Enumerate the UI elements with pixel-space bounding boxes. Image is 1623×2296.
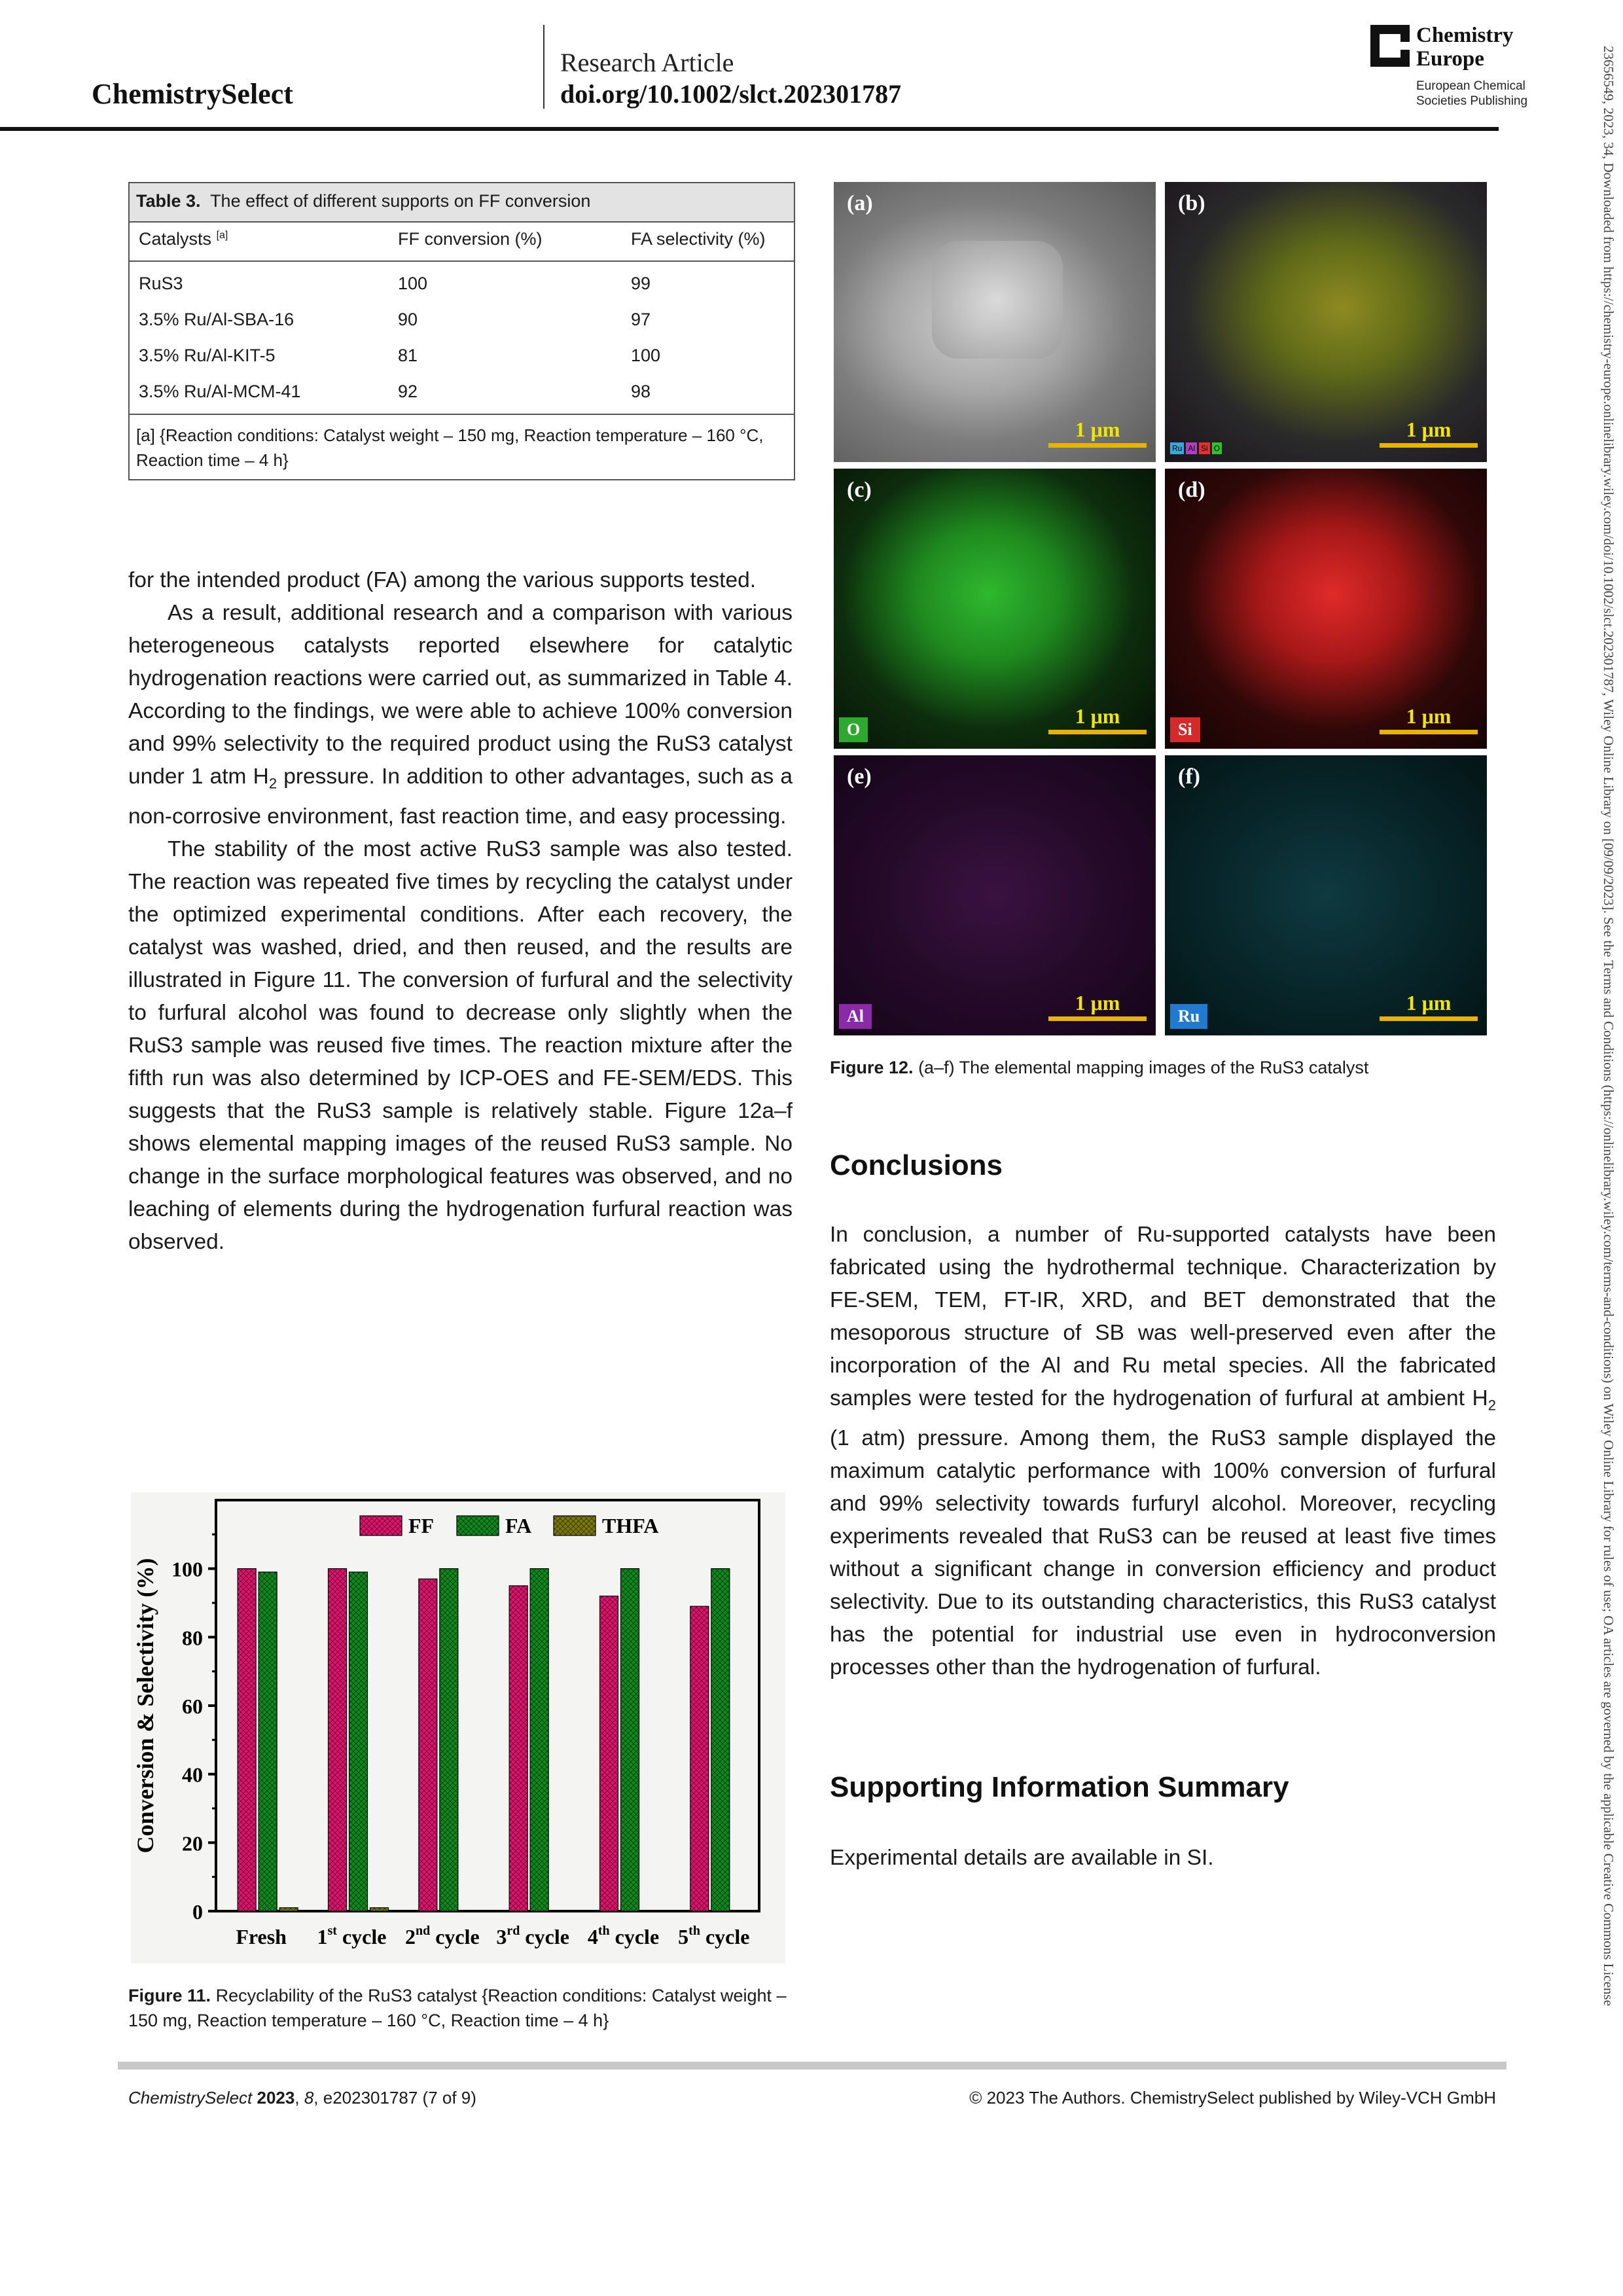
figure-12-caption: [830, 1055, 1497, 1080]
table-header-note: [a]: [216, 230, 228, 241]
conclusions-heading: Conclusions: [830, 1149, 1003, 1181]
scale-bar-label: 1 μm: [1075, 704, 1120, 728]
bar-fa: [349, 1572, 368, 1911]
scale-bar-label: 1 μm: [1406, 991, 1452, 1014]
table-label: Table 3.: [136, 191, 201, 211]
footer-journal: ChemistrySelect: [128, 2088, 253, 2108]
journal-name: ChemistrySelect: [92, 78, 293, 110]
panel-label: (a): [847, 191, 873, 215]
bar-fa: [530, 1569, 548, 1911]
legend-swatch-ff: [360, 1516, 402, 1535]
scale-bar: [1380, 704, 1478, 734]
y-tick-label: 40: [182, 1763, 203, 1787]
footer-rule: [118, 2062, 1507, 2070]
table-cell: 98: [631, 382, 651, 401]
bar-fa: [440, 1569, 458, 1911]
x-tick-label: 3rd cycle: [496, 1924, 569, 1948]
x-tick-label: 1st cycle: [317, 1924, 387, 1948]
table-title-text: The effect of different supports on FF conversion: [210, 191, 591, 211]
footer-copyright: © 2023 The Authors. ChemistrySelect published by Wiley-VCH GmbH: [969, 2088, 1496, 2108]
conclusions-text: [830, 1219, 1496, 1684]
element-badge: Ru: [1170, 1004, 1207, 1029]
footer-volume: 8: [304, 2088, 314, 2108]
table-footnote: [a] {Reaction conditions: Catalyst weight – 150 mg, Reaction temperature – 160 °C, Reaction time – 4 h}: [136, 425, 764, 470]
download-notice: 23656549, 2023, 34, Downloaded from https://chemistry-europe.onlinelibrary.wiley.com/doi/10.1002/slct.202301787, Wiley Online Library on [09/09/2023]. See the Terms and Conditions (https://onlinelibrary.wiley.com/terms-and-conditions) on Wiley Online Library for rules of use; OA articles are governed by the applicable Creative Commons License: [1601, 46, 1616, 2006]
scale-bar: [1380, 418, 1478, 448]
legend-al: Al: [1186, 442, 1197, 454]
x-tick-label: 4th cycle: [587, 1924, 660, 1948]
bar-ff: [329, 1569, 347, 1911]
chemistry-europe-logo-icon: [1370, 25, 1410, 67]
publisher-name-line-1: Chemistry: [1416, 24, 1514, 47]
publisher-subtitle: [1416, 79, 1527, 109]
paragraph: In conclusion, a number of Ru-supported catalysts have been fabricated using the hydrothermal technique. Characterization by FE-SEM, TEM, FT-IR, XRD, and BET demonstrated that the mesoporous structure of SB was well-preserved even after the incorporation of the Al and Ru metal species. All the fabricated samples were tested for the hydrogenation of furfural at ambient $H_2$ (1 atm) pressure. Among them, the RuS3 sample displayed the maximum catalytic performance with 100% conversion of furfural and 99% selectivity towards furfuryl alcohol. Moreover, recycling experiments revealed that RuS3 can be reused at least five times without a significant change in conversion efficiency and product selectivity. Due to its outstanding characteristics, this RuS3 catalyst has the potential for industrial use even in hydroconversion processes other than the hydrogenation of furfural.: [830, 1223, 1496, 1679]
scale-bar-label: 1 μm: [1075, 991, 1120, 1014]
bar-thfa: [279, 1908, 298, 1911]
scale-bar: [1048, 704, 1147, 734]
left-body-text: [128, 564, 793, 1259]
table-rule: [130, 414, 794, 415]
si-text: Experimental details are available in SI.: [830, 1846, 1214, 1870]
overlay-legend: [1170, 442, 1222, 454]
footer-article-info: , e202301787 (7 of 9): [313, 2088, 476, 2108]
sem-image-panel: [834, 182, 1156, 462]
table-3: [128, 182, 795, 480]
scale-bar-label: 1 μm: [1406, 418, 1452, 441]
table-cell: 92: [398, 382, 418, 401]
silicon-map-panel: [1165, 469, 1487, 749]
y-tick-label: 100: [171, 1557, 203, 1581]
table-cell: 3.5% Ru/Al-SBA-16: [139, 310, 294, 329]
bar-ff: [600, 1596, 618, 1911]
paragraph: The stability of the most active RuS3 sample was also tested. The reaction was repeated five times by recycling the catalyst under the optimized experimental conditions. After each recovery, the catalyst was washed, dried, and then reused, and the results are illustrated in Figure 11. The conversion of furfural and the selectivity to furfural alcohol was found to decrease only slightly when the RuS3 sample was reused five times. The reaction mixture after the fifth run was also determined by ICP-OES and FE-SEM/EDS. This suggests that the RuS3 sample is relatively stable. Figure 12a–f shows elemental mapping images of the reused RuS3 sample. No change in the surface morphological features was observed, and no leaching of elements during the hydrogenation furfural reaction was observed.: [128, 836, 793, 1254]
element-badge: O: [839, 717, 868, 742]
y-tick-label: 0: [192, 1900, 203, 1924]
bar-fa: [259, 1572, 277, 1911]
figure-11-caption: [128, 1983, 793, 2033]
bar-ff: [509, 1586, 527, 1911]
bar-ff: [238, 1569, 256, 1911]
table-cell: 100: [631, 346, 661, 365]
x-tick-label: 2nd cycle: [404, 1924, 480, 1948]
panel-label: (e): [847, 764, 872, 789]
legend-label-fa: FA: [505, 1514, 532, 1537]
footer-citation: ChemistrySelect 2023, 8, e202301787 (7 of 9): [128, 2088, 476, 2108]
scale-bar: [1048, 991, 1147, 1021]
publisher-name: [1416, 24, 1513, 71]
x-tick-label: Fresh: [236, 1925, 287, 1948]
header-divider: [543, 25, 544, 109]
table-cell: 3.5% Ru/Al-MCM-41: [139, 382, 301, 401]
scale-bar: [1048, 418, 1147, 448]
bar-chart: [131, 1492, 785, 1964]
bar-fa: [711, 1569, 730, 1911]
bar-fa: [621, 1569, 639, 1911]
paragraph: As a result, additional research and a comparison with various heterogeneous catalysts reported elsewhere for catalytic hydrogenation reactions were carried out, as summarized in Table 4. According to the findings, we were able to achieve 100% conversion and 99% selectivity to the required product using the RuS3 catalyst under 1 atm $H_2$ pressure. In addition to other advantages, such as a non-corrosive environment, fast reaction time, and easy processing.: [128, 601, 793, 829]
y-axis-label: Conversion & Selectivity (%): [132, 1558, 158, 1854]
bar-ff: [690, 1606, 709, 1911]
particle-shape: [932, 241, 1063, 359]
publisher-sub-line-2: Societies Publishing: [1416, 94, 1528, 108]
caption-text: Recyclability of the RuS3 catalyst {Reaction conditions: Catalyst weight – 150 mg, Reaction temperature – 160 °C, Reaction time – 4 h}: [128, 1986, 787, 2030]
legend-si: Si: [1199, 442, 1210, 454]
element-badge: Si: [1170, 717, 1200, 742]
legend-ru: Ru: [1170, 442, 1184, 454]
footer-year: 2023: [257, 2088, 295, 2108]
table-cell: 90: [398, 310, 418, 329]
oxygen-map-panel: [834, 469, 1156, 749]
legend-o: O: [1212, 442, 1222, 454]
scale-bar-label: 1 μm: [1406, 704, 1452, 728]
overlay-map-panel: [1165, 182, 1487, 462]
legend-label-ff: FF: [408, 1514, 435, 1537]
panel-label: (c): [847, 478, 872, 502]
table-cell: 97: [631, 310, 651, 329]
caption-label: Figure 11.: [128, 1986, 211, 2005]
legend-swatch-thfa: [554, 1516, 596, 1535]
y-tick-label: 80: [182, 1626, 203, 1650]
bar-thfa: [370, 1908, 389, 1911]
table-cell: 100: [398, 274, 428, 293]
bar-ff: [419, 1579, 437, 1911]
table-cell: 3.5% Ru/Al-KIT-5: [139, 346, 276, 365]
table-title: [130, 183, 794, 223]
element-badge: Al: [839, 1004, 872, 1029]
aluminium-map-panel: [834, 755, 1156, 1035]
table-header-fa: FA selectivity (%): [631, 229, 766, 249]
figure-12: [834, 182, 1492, 1037]
header-rule: [0, 127, 1499, 131]
si-heading: Supporting Information Summary: [830, 1771, 1289, 1803]
panel-label: (b): [1178, 191, 1205, 215]
y-tick-label: 60: [182, 1695, 203, 1718]
plot-frame: [216, 1500, 759, 1911]
table-cell: 81: [398, 346, 418, 365]
table-rule: [130, 260, 794, 262]
panel-label: (f): [1178, 764, 1200, 789]
scale-bar-label: 1 μm: [1075, 418, 1120, 441]
table-header-catalysts: Catalysts [a]: [139, 229, 228, 249]
legend-swatch-fa: [457, 1516, 499, 1535]
paragraph: for the intended product (FA) among the various supports tested.: [128, 568, 757, 592]
ruthenium-map-panel: [1165, 755, 1487, 1035]
y-tick-label: 20: [182, 1831, 203, 1856]
legend-label-thfa: THFA: [602, 1514, 659, 1537]
scale-bar: [1380, 991, 1478, 1021]
figure-11-chart: [131, 1492, 785, 1964]
table-cell: RuS3: [139, 274, 183, 293]
panel-label: (d): [1178, 478, 1205, 502]
caption-label: Figure 12.: [830, 1058, 914, 1077]
article-type: Research Article: [560, 48, 734, 77]
doi-link[interactable]: doi.org/10.1002/slct.202301787: [560, 79, 902, 109]
caption-text: (a–f) The elemental mapping images of the RuS3 catalyst: [918, 1058, 1369, 1077]
table-header-ff: FF conversion (%): [398, 229, 543, 249]
x-tick-label: 5th cycle: [678, 1924, 750, 1948]
publisher-name-line-2: Europe: [1416, 47, 1484, 71]
publisher-sub-line-1: European Chemical: [1416, 79, 1525, 93]
table-cell: 99: [631, 274, 651, 293]
